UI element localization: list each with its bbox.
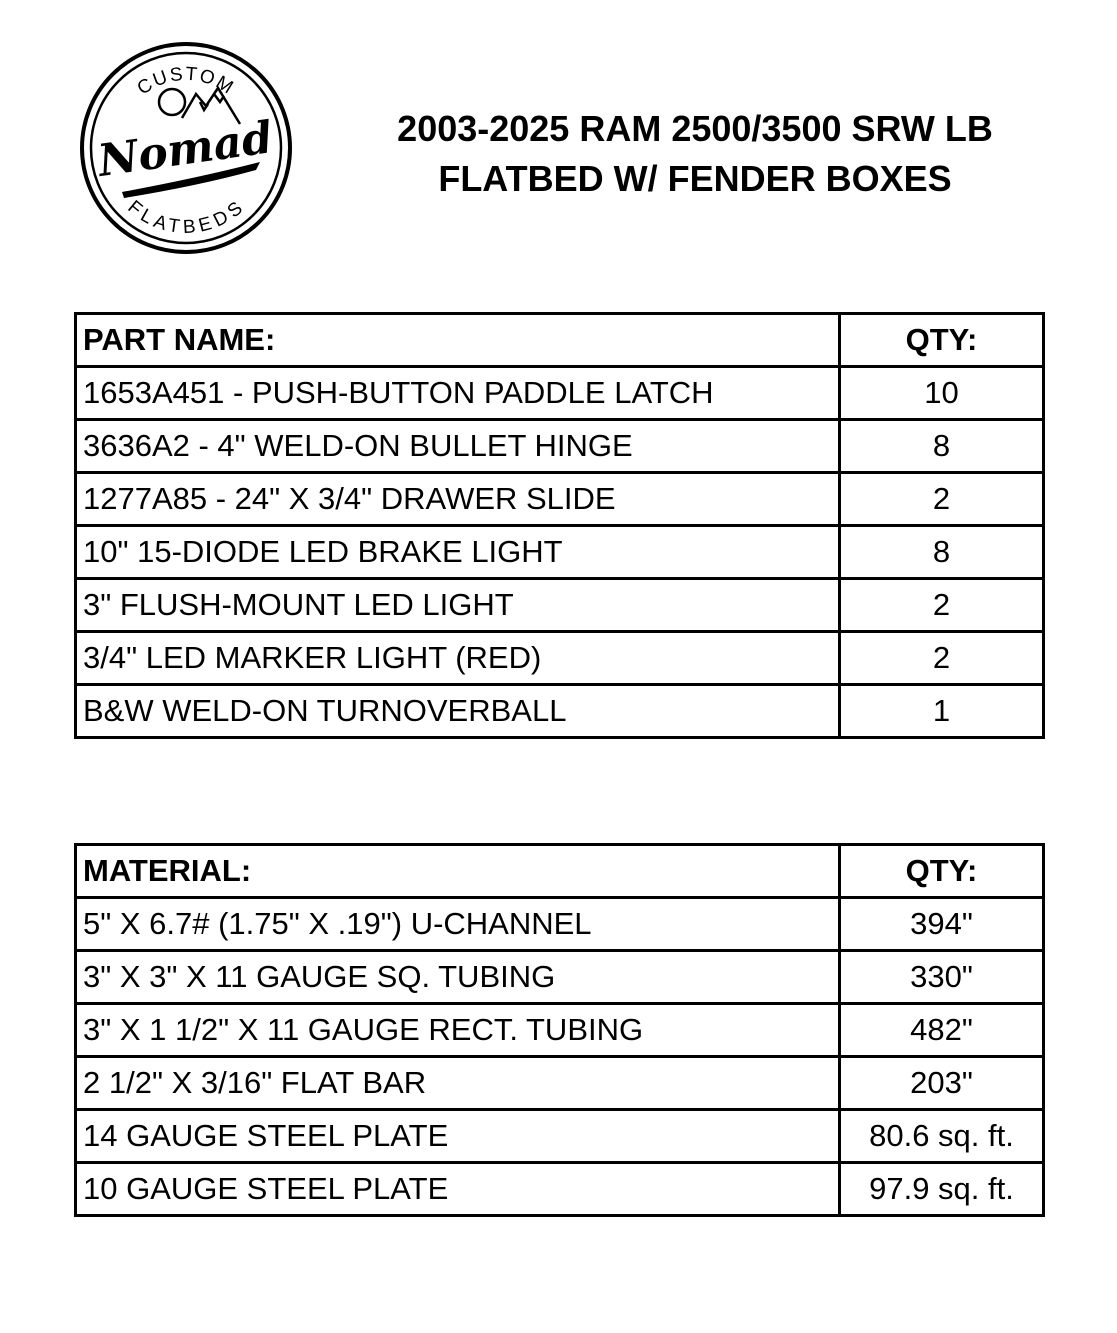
materials-table [74, 843, 1045, 1217]
material-name: 3" X 3" X 11 GAUGE SQ. TUBING [76, 951, 840, 1004]
materials-header-name: MATERIAL: [76, 845, 840, 898]
table-row [76, 420, 1044, 473]
table-row [76, 951, 1044, 1004]
table-row [76, 1004, 1044, 1057]
parts-header-qty: QTY: [840, 314, 1044, 367]
table-row [76, 898, 1044, 951]
table-row [76, 1163, 1044, 1216]
part-qty: 1 [840, 685, 1044, 738]
material-name: 2 1/2" X 3/16" FLAT BAR [76, 1057, 840, 1110]
material-name: 5" X 6.7# (1.75" X .19") U-CHANNEL [76, 898, 840, 951]
materials-header-qty: QTY: [840, 845, 1044, 898]
parts-table [74, 312, 1045, 739]
part-name: 1277A85 - 24" X 3/4" DRAWER SLIDE [76, 473, 840, 526]
part-name: 3636A2 - 4" WELD-ON BULLET HINGE [76, 420, 840, 473]
material-qty: 203" [840, 1057, 1044, 1110]
title-line-2: FLATBED W/ FENDER BOXES [438, 158, 952, 199]
part-name: 1653A451 - PUSH-BUTTON PADDLE LATCH [76, 367, 840, 420]
table-row [76, 632, 1044, 685]
table-row [76, 367, 1044, 420]
table-row [76, 1057, 1044, 1110]
custom-nomad-flatbeds-logo [78, 40, 294, 256]
table-row [76, 685, 1044, 738]
parts-header-name: PART NAME: [76, 314, 840, 367]
materials-header-row [76, 845, 1044, 898]
part-qty: 2 [840, 632, 1044, 685]
parts-header-row [76, 314, 1044, 367]
part-name: B&W WELD-ON TURNOVERBALL [76, 685, 840, 738]
table-row [76, 473, 1044, 526]
material-qty: 394" [840, 898, 1044, 951]
logo-script-text: Nomad [94, 112, 276, 188]
part-name: 10" 15-DIODE LED BRAKE LIGHT [76, 526, 840, 579]
part-name: 3/4" LED MARKER LIGHT (RED) [76, 632, 840, 685]
logo-bottom-text: FLATBEDS [123, 196, 249, 239]
material-qty: 330" [840, 951, 1044, 1004]
table-row [76, 1110, 1044, 1163]
title-line-1: 2003-2025 RAM 2500/3500 SRW LB [397, 108, 993, 149]
part-qty: 10 [840, 367, 1044, 420]
logo-top-text: CUSTOM [133, 63, 239, 100]
material-name: 3" X 1 1/2" X 11 GAUGE RECT. TUBING [76, 1004, 840, 1057]
part-qty: 8 [840, 526, 1044, 579]
part-qty: 8 [840, 420, 1044, 473]
page-title [330, 104, 1060, 204]
material-qty: 97.9 sq. ft. [840, 1163, 1044, 1216]
material-qty: 482" [840, 1004, 1044, 1057]
table-row [76, 579, 1044, 632]
material-qty: 80.6 sq. ft. [840, 1110, 1044, 1163]
material-name: 10 GAUGE STEEL PLATE [76, 1163, 840, 1216]
table-row [76, 526, 1044, 579]
part-name: 3" FLUSH-MOUNT LED LIGHT [76, 579, 840, 632]
part-qty: 2 [840, 579, 1044, 632]
material-name: 14 GAUGE STEEL PLATE [76, 1110, 840, 1163]
part-qty: 2 [840, 473, 1044, 526]
